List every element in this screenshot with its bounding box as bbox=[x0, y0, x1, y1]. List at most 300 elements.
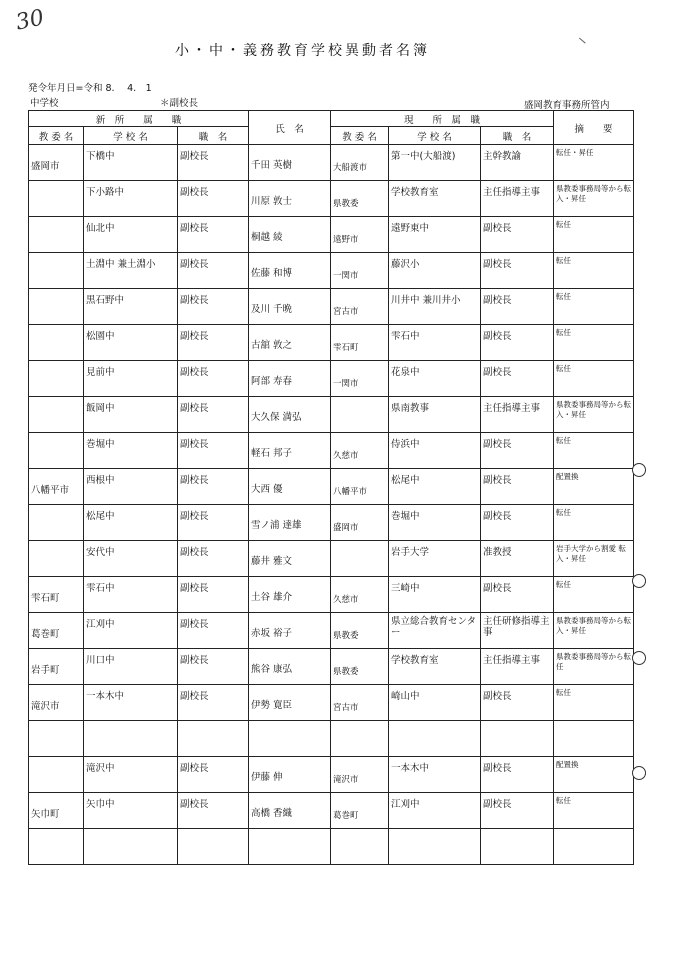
name-text: 軽石 邦子 bbox=[251, 448, 293, 459]
new-school-cell bbox=[84, 469, 178, 505]
new-school-cell bbox=[84, 721, 178, 757]
current-position-text: 副校長 bbox=[483, 295, 512, 306]
current-school-cell bbox=[389, 721, 481, 757]
binder-hole-mark bbox=[632, 651, 646, 665]
new-position-text: 副校長 bbox=[180, 367, 209, 378]
new-school-text: 雫石中 bbox=[86, 583, 115, 594]
new-position-cell bbox=[178, 397, 249, 433]
current-board-cell bbox=[331, 289, 389, 325]
new-board-cell bbox=[29, 253, 84, 289]
current-position-cell bbox=[481, 145, 554, 181]
new-school-cell bbox=[84, 433, 178, 469]
current-board-text: 県教委 bbox=[333, 667, 359, 677]
table-row bbox=[29, 505, 634, 541]
current-board-text: 一関市 bbox=[333, 379, 359, 389]
name-text: 藤井 雅文 bbox=[251, 556, 293, 567]
current-board-text: 県教委 bbox=[333, 199, 359, 209]
current-school-text: 岩手大学 bbox=[391, 547, 430, 558]
remarks-text: 県教委事務局等から転入・昇任 bbox=[556, 616, 632, 635]
current-position-cell bbox=[481, 793, 554, 829]
name-text: 桐越 綾 bbox=[251, 232, 283, 243]
name-cell bbox=[249, 253, 331, 289]
new-school-cell bbox=[84, 793, 178, 829]
new-school-cell bbox=[84, 217, 178, 253]
name-cell bbox=[249, 757, 331, 793]
roster-table bbox=[28, 110, 634, 865]
new-board-cell bbox=[29, 397, 84, 433]
current-position-cell bbox=[481, 361, 554, 397]
new-board-text: 矢巾町 bbox=[31, 809, 60, 820]
new-position-text: 副校長 bbox=[180, 799, 209, 810]
new-board-cell bbox=[29, 289, 84, 325]
current-board-cell bbox=[331, 829, 389, 865]
name-cell bbox=[249, 505, 331, 541]
name-cell bbox=[249, 577, 331, 613]
current-board-text: 八幡平市 bbox=[333, 487, 368, 497]
current-position-text: 副校長 bbox=[483, 799, 512, 810]
remarks-text: 県教委事務局等から転任 bbox=[556, 652, 632, 671]
current-school-cell bbox=[389, 253, 481, 289]
header-new-school: 学 校 名 bbox=[84, 127, 178, 145]
remarks-cell bbox=[554, 829, 634, 865]
current-position-text: 主幹教諭 bbox=[483, 151, 522, 162]
new-position-text: 副校長 bbox=[180, 331, 209, 342]
remarks-cell bbox=[554, 649, 634, 685]
remarks-cell bbox=[554, 721, 634, 757]
remarks-cell bbox=[554, 289, 634, 325]
table-row bbox=[29, 397, 634, 433]
new-school-cell bbox=[84, 541, 178, 577]
name-text: 土谷 雄介 bbox=[251, 592, 293, 603]
current-school-cell bbox=[389, 685, 481, 721]
table-row bbox=[29, 757, 634, 793]
current-school-cell bbox=[389, 613, 481, 649]
remarks-text: 転任 bbox=[556, 508, 572, 517]
current-school-text: 三崎中 bbox=[391, 583, 420, 594]
new-position-cell bbox=[178, 829, 249, 865]
current-position-cell bbox=[481, 433, 554, 469]
current-position-text: 副校長 bbox=[483, 367, 512, 378]
remarks-text: 転任 bbox=[556, 364, 572, 373]
name-text: 佐藤 和博 bbox=[251, 268, 293, 279]
name-cell bbox=[249, 649, 331, 685]
remarks-cell bbox=[554, 613, 634, 649]
new-school-text: 見前中 bbox=[86, 367, 115, 378]
current-position-text: 副校長 bbox=[483, 259, 512, 270]
new-school-text: 巻堀中 bbox=[86, 439, 115, 450]
remarks-text: 転任 bbox=[556, 688, 572, 697]
current-school-cell bbox=[389, 217, 481, 253]
current-position-cell bbox=[481, 721, 554, 757]
position-filter: ＊副校長 bbox=[160, 98, 199, 109]
new-school-text: 川口中 bbox=[86, 655, 115, 666]
school-type: 中学校 bbox=[30, 98, 59, 109]
current-board-text: 宮古市 bbox=[333, 307, 359, 317]
current-school-cell bbox=[389, 289, 481, 325]
new-position-cell bbox=[178, 793, 249, 829]
current-school-cell bbox=[389, 649, 481, 685]
new-position-cell bbox=[178, 541, 249, 577]
current-position-text: 副校長 bbox=[483, 475, 512, 486]
table-row bbox=[29, 721, 634, 757]
name-text: 伊勢 寛臣 bbox=[251, 700, 293, 711]
document-title: 小・中・義務教育学校異動者名簿 bbox=[175, 43, 430, 59]
new-board-cell bbox=[29, 325, 84, 361]
remarks-text: 転任 bbox=[556, 328, 572, 337]
current-board-cell bbox=[331, 325, 389, 361]
table-row bbox=[29, 613, 634, 649]
current-position-cell bbox=[481, 685, 554, 721]
current-board-cell bbox=[331, 361, 389, 397]
new-position-text: 副校長 bbox=[180, 691, 209, 702]
new-school-cell bbox=[84, 325, 178, 361]
new-position-cell bbox=[178, 649, 249, 685]
current-position-cell bbox=[481, 181, 554, 217]
name-text: 熊谷 康弘 bbox=[251, 664, 293, 675]
new-board-text: 雫石町 bbox=[31, 593, 60, 604]
new-position-text: 副校長 bbox=[180, 259, 209, 270]
new-position-text: 副校長 bbox=[180, 475, 209, 486]
new-board-text: 滝沢市 bbox=[31, 701, 60, 712]
current-position-text: 主任指導主事 bbox=[483, 655, 541, 666]
name-cell bbox=[249, 217, 331, 253]
current-school-text: 川井中 兼川井小 bbox=[391, 295, 461, 306]
new-board-text: 八幡平市 bbox=[31, 485, 70, 496]
name-text: 阿部 寿春 bbox=[251, 376, 293, 387]
current-position-cell bbox=[481, 613, 554, 649]
new-board-cell bbox=[29, 613, 84, 649]
new-board-cell bbox=[29, 145, 84, 181]
remarks-cell bbox=[554, 217, 634, 253]
new-position-cell bbox=[178, 757, 249, 793]
new-position-cell bbox=[178, 217, 249, 253]
current-board-cell bbox=[331, 793, 389, 829]
new-school-text: 土淵中 兼土淵小 bbox=[86, 259, 156, 270]
new-school-text: 矢巾中 bbox=[86, 799, 115, 810]
remarks-cell bbox=[554, 253, 634, 289]
new-school-text: 滝沢中 bbox=[86, 763, 115, 774]
current-school-text: 第一中(大船渡) bbox=[391, 151, 456, 162]
current-board-text: 遠野市 bbox=[333, 235, 359, 245]
name-text: 千田 英樹 bbox=[251, 160, 293, 171]
new-school-text: 下小路中 bbox=[86, 187, 125, 198]
name-cell bbox=[249, 181, 331, 217]
new-position-cell bbox=[178, 289, 249, 325]
name-cell bbox=[249, 793, 331, 829]
header-cur-board: 教 委 名 bbox=[331, 127, 389, 145]
new-school-cell bbox=[84, 757, 178, 793]
remarks-cell bbox=[554, 577, 634, 613]
new-board-cell bbox=[29, 541, 84, 577]
remarks-text: 岩手大学から割愛 転入・昇任 bbox=[556, 544, 626, 563]
current-board-text: 滝沢市 bbox=[333, 775, 359, 785]
current-school-text: 松尾中 bbox=[391, 475, 420, 486]
new-board-cell bbox=[29, 505, 84, 541]
remarks-text: 配置換 bbox=[556, 760, 579, 769]
current-school-cell bbox=[389, 361, 481, 397]
current-board-cell bbox=[331, 217, 389, 253]
name-text: 高橋 香織 bbox=[251, 808, 293, 819]
remarks-text: 転任 bbox=[556, 796, 572, 805]
current-school-text: 巻堀中 bbox=[391, 511, 420, 522]
new-school-text: 安代中 bbox=[86, 547, 115, 558]
name-cell bbox=[249, 721, 331, 757]
new-school-text: 松尾中 bbox=[86, 511, 115, 522]
header-new-board: 教 委 名 bbox=[29, 127, 84, 145]
new-position-text: 副校長 bbox=[180, 403, 209, 414]
remarks-cell bbox=[554, 181, 634, 217]
new-board-text: 葛巻町 bbox=[31, 629, 60, 640]
current-board-cell bbox=[331, 685, 389, 721]
new-board-cell bbox=[29, 793, 84, 829]
name-cell bbox=[249, 613, 331, 649]
current-board-cell bbox=[331, 505, 389, 541]
current-board-cell bbox=[331, 649, 389, 685]
table-row bbox=[29, 433, 634, 469]
current-school-cell bbox=[389, 757, 481, 793]
pen-mark bbox=[578, 38, 585, 45]
new-school-cell bbox=[84, 505, 178, 541]
remarks-cell bbox=[554, 361, 634, 397]
table-row bbox=[29, 145, 634, 181]
current-position-cell bbox=[481, 505, 554, 541]
new-position-text: 副校長 bbox=[180, 187, 209, 198]
new-position-cell bbox=[178, 613, 249, 649]
new-position-text: 副校長 bbox=[180, 223, 209, 234]
current-position-text: 副校長 bbox=[483, 511, 512, 522]
new-school-cell bbox=[84, 397, 178, 433]
current-board-text: 久慈市 bbox=[333, 595, 359, 605]
remarks-cell bbox=[554, 397, 634, 433]
new-position-cell bbox=[178, 325, 249, 361]
binder-hole-mark bbox=[632, 463, 646, 477]
current-school-text: 遠野東中 bbox=[391, 223, 430, 234]
name-text: 川原 敦士 bbox=[251, 196, 293, 207]
new-board-cell bbox=[29, 685, 84, 721]
new-position-text: 副校長 bbox=[180, 295, 209, 306]
current-board-text: 久慈市 bbox=[333, 451, 359, 461]
current-school-cell bbox=[389, 145, 481, 181]
name-text: 赤坂 裕子 bbox=[251, 628, 293, 639]
new-board-text: 盛岡市 bbox=[31, 161, 60, 172]
remarks-text: 配置換 bbox=[556, 472, 579, 481]
current-position-text: 副校長 bbox=[483, 691, 512, 702]
remarks-cell bbox=[554, 685, 634, 721]
new-school-text: 仙北中 bbox=[86, 223, 115, 234]
current-school-cell bbox=[389, 433, 481, 469]
current-position-cell bbox=[481, 757, 554, 793]
new-position-cell bbox=[178, 577, 249, 613]
current-school-cell bbox=[389, 397, 481, 433]
new-school-text: 江刈中 bbox=[86, 619, 115, 630]
remarks-cell bbox=[554, 541, 634, 577]
current-board-text: 大船渡市 bbox=[333, 163, 368, 173]
new-position-cell bbox=[178, 469, 249, 505]
current-board-text: 盛岡市 bbox=[333, 523, 359, 533]
new-board-cell bbox=[29, 757, 84, 793]
current-school-cell bbox=[389, 325, 481, 361]
current-board-text: 葛巻町 bbox=[333, 811, 359, 821]
current-school-text: 花泉中 bbox=[391, 367, 420, 378]
current-school-cell bbox=[389, 793, 481, 829]
current-school-cell bbox=[389, 505, 481, 541]
new-school-text: 飯岡中 bbox=[86, 403, 115, 414]
new-board-cell bbox=[29, 577, 84, 613]
header-current-group: 現 所 属 職 bbox=[331, 111, 554, 127]
name-cell bbox=[249, 289, 331, 325]
table-row bbox=[29, 649, 634, 685]
current-position-text: 副校長 bbox=[483, 583, 512, 594]
current-position-cell bbox=[481, 253, 554, 289]
new-board-text: 岩手町 bbox=[31, 665, 60, 676]
current-position-text: 副校長 bbox=[483, 763, 512, 774]
name-cell bbox=[249, 325, 331, 361]
new-position-cell bbox=[178, 505, 249, 541]
name-cell bbox=[249, 433, 331, 469]
table-row bbox=[29, 829, 634, 865]
current-school-text: 学校教育室 bbox=[391, 655, 439, 666]
remarks-text: 転任 bbox=[556, 256, 572, 265]
new-school-cell bbox=[84, 649, 178, 685]
current-school-text: 崎山中 bbox=[391, 691, 420, 702]
office-name: 盛岡教育事務所管内 bbox=[524, 100, 610, 111]
new-board-cell bbox=[29, 649, 84, 685]
new-board-cell bbox=[29, 181, 84, 217]
current-board-cell bbox=[331, 253, 389, 289]
current-position-text: 主任指導主事 bbox=[483, 187, 541, 198]
new-position-text: 副校長 bbox=[180, 619, 209, 630]
new-board-cell bbox=[29, 361, 84, 397]
new-position-cell bbox=[178, 433, 249, 469]
remarks-text: 転任 bbox=[556, 292, 572, 301]
new-position-cell bbox=[178, 721, 249, 757]
current-board-cell bbox=[331, 397, 389, 433]
current-position-cell bbox=[481, 289, 554, 325]
new-school-cell bbox=[84, 253, 178, 289]
table-row bbox=[29, 253, 634, 289]
new-board-cell bbox=[29, 721, 84, 757]
current-position-cell bbox=[481, 577, 554, 613]
current-school-cell bbox=[389, 181, 481, 217]
remarks-text: 県教委事務局等から転入・昇任 bbox=[556, 184, 632, 203]
name-cell bbox=[249, 397, 331, 433]
current-position-text: 副校長 bbox=[483, 439, 512, 450]
remarks-text: 県教委事務局等から転入・昇任 bbox=[556, 400, 632, 419]
table-row bbox=[29, 181, 634, 217]
table-row bbox=[29, 793, 634, 829]
new-board-cell bbox=[29, 433, 84, 469]
current-board-text: 雫石町 bbox=[333, 343, 359, 353]
remarks-text: 転任 bbox=[556, 436, 572, 445]
remarks-text: 転任 bbox=[556, 580, 572, 589]
name-text: 伊藤 伸 bbox=[251, 772, 283, 783]
table-row bbox=[29, 217, 634, 253]
new-school-cell bbox=[84, 145, 178, 181]
current-position-cell bbox=[481, 829, 554, 865]
new-position-cell bbox=[178, 361, 249, 397]
new-school-text: 一本木中 bbox=[86, 691, 125, 702]
current-school-text: 県立総合教育センター bbox=[391, 616, 477, 638]
current-position-text: 副校長 bbox=[483, 331, 512, 342]
header-remarks: 摘 要 bbox=[554, 111, 634, 145]
table-row bbox=[29, 289, 634, 325]
name-text: 古舘 敦之 bbox=[251, 340, 293, 351]
binder-hole-mark bbox=[632, 766, 646, 780]
current-board-cell bbox=[331, 145, 389, 181]
new-school-cell bbox=[84, 181, 178, 217]
new-board-cell bbox=[29, 829, 84, 865]
binder-hole-mark bbox=[632, 574, 646, 588]
header-cur-school: 学 校 名 bbox=[389, 127, 481, 145]
new-school-text: 西根中 bbox=[86, 475, 115, 486]
current-position-text: 主任指導主事 bbox=[483, 403, 541, 414]
current-position-text: 副校長 bbox=[483, 223, 512, 234]
new-school-text: 下橋中 bbox=[86, 151, 115, 162]
name-cell bbox=[249, 685, 331, 721]
current-position-cell bbox=[481, 649, 554, 685]
new-position-text: 副校長 bbox=[180, 655, 209, 666]
current-school-cell bbox=[389, 829, 481, 865]
name-cell bbox=[249, 145, 331, 181]
current-board-text: 宮古市 bbox=[333, 703, 359, 713]
current-board-cell bbox=[331, 721, 389, 757]
remarks-cell bbox=[554, 145, 634, 181]
table-row bbox=[29, 361, 634, 397]
table-row bbox=[29, 577, 634, 613]
new-position-text: 副校長 bbox=[180, 763, 209, 774]
name-cell bbox=[249, 829, 331, 865]
current-board-cell bbox=[331, 541, 389, 577]
current-school-text: 県南教事 bbox=[391, 403, 430, 414]
new-position-cell bbox=[178, 145, 249, 181]
remarks-cell bbox=[554, 469, 634, 505]
current-school-cell bbox=[389, 541, 481, 577]
name-text: 及川 千晩 bbox=[251, 304, 293, 315]
current-position-cell bbox=[481, 541, 554, 577]
new-position-text: 副校長 bbox=[180, 151, 209, 162]
remarks-cell bbox=[554, 793, 634, 829]
current-school-cell bbox=[389, 469, 481, 505]
new-board-cell bbox=[29, 217, 84, 253]
current-board-cell bbox=[331, 433, 389, 469]
table-row bbox=[29, 469, 634, 505]
new-school-cell bbox=[84, 829, 178, 865]
current-position-cell bbox=[481, 397, 554, 433]
current-position-text: 准教授 bbox=[483, 547, 512, 558]
new-position-cell bbox=[178, 253, 249, 289]
current-school-text: 雫石中 bbox=[391, 331, 420, 342]
new-position-text: 副校長 bbox=[180, 583, 209, 594]
new-position-cell bbox=[178, 685, 249, 721]
new-school-text: 松園中 bbox=[86, 331, 115, 342]
current-board-cell bbox=[331, 613, 389, 649]
name-text: 大西 優 bbox=[251, 484, 283, 495]
remarks-text: 転任 bbox=[556, 220, 572, 229]
remarks-cell bbox=[554, 433, 634, 469]
new-school-cell bbox=[84, 613, 178, 649]
name-cell bbox=[249, 469, 331, 505]
current-board-cell bbox=[331, 181, 389, 217]
current-board-text: 一関市 bbox=[333, 271, 359, 281]
remarks-cell bbox=[554, 505, 634, 541]
current-school-text: 江刈中 bbox=[391, 799, 420, 810]
header-cur-position: 職 名 bbox=[481, 127, 554, 145]
new-position-text: 副校長 bbox=[180, 439, 209, 450]
table-row bbox=[29, 541, 634, 577]
table-row bbox=[29, 325, 634, 361]
page-number: 30 bbox=[13, 5, 47, 36]
header-new-position: 職 名 bbox=[178, 127, 249, 145]
